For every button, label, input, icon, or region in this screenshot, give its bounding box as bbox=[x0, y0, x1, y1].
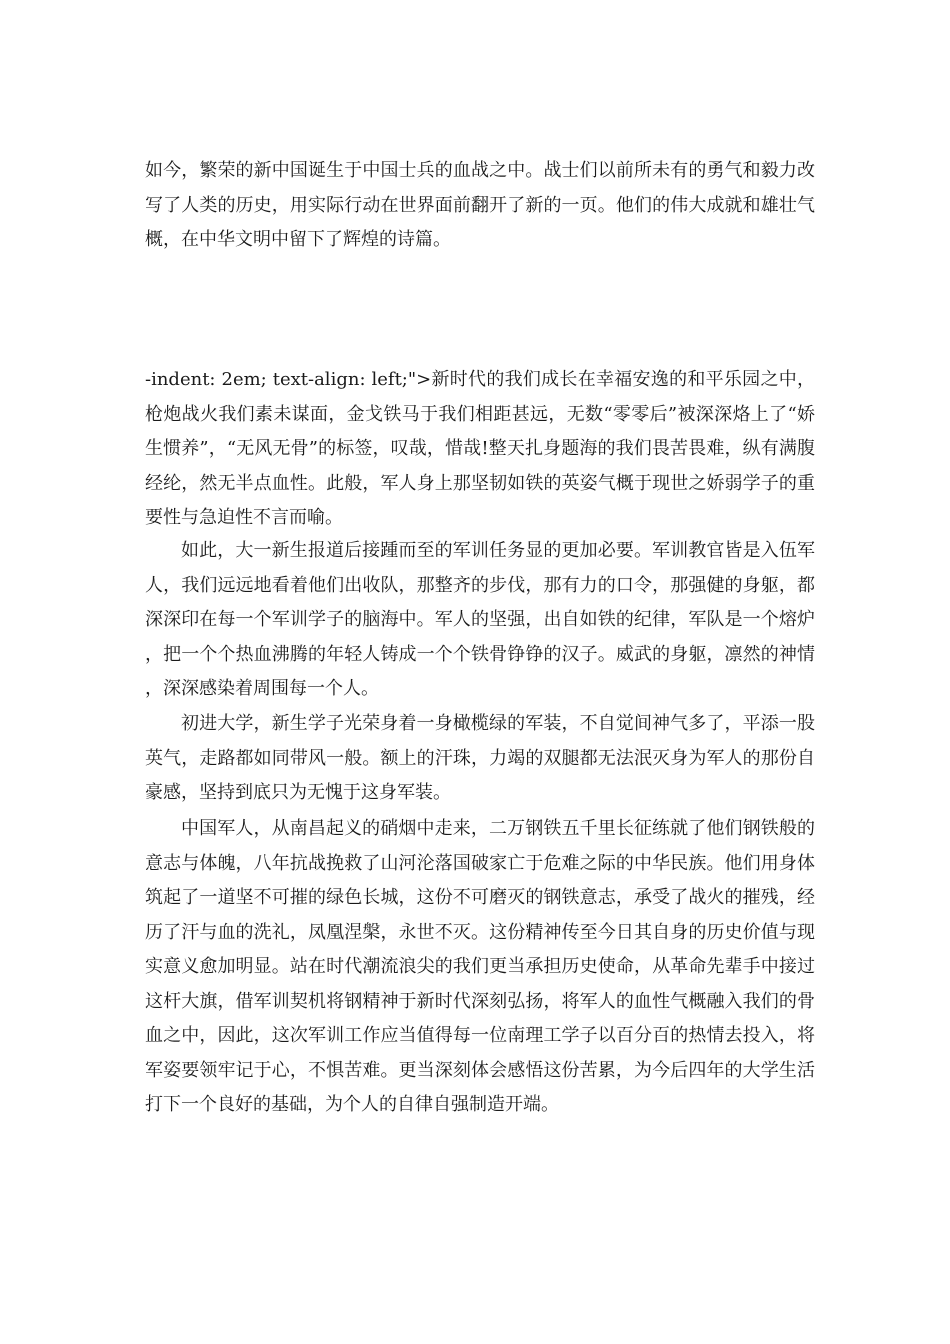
paragraph-2: -indent: 2em; text-align: left;">新时代的我们成长在幸福安逸的和平乐园之中，枪炮战火我们素未谋面，金戈铁马于我们相距甚远，无数“零零后”被深深烙上了“娇生惯养”，“无风无骨”的标签，叹哉，惜哉!整天扎身题海的我们畏苦畏难，纵有满腹经纶，然无半点血性。此般，军人身上那坚韧如铁的英姿气概于现世之娇弱学子的重要性与急迫性不言而喻。 bbox=[145, 369, 815, 528]
paragraph-4: 初进大学，新生学子光荣身着一身橄榄绿的军装，不自觉间神气多了，平添一股英气，走路都如同带风一般。额上的汗珠，力竭的双腿都无法泯灭身为军人的那份自豪感，坚持到底只为无愧于这身军装。 bbox=[145, 713, 815, 803]
paragraph-5: 中国军人，从南昌起义的硝烟中走来，二万钢铁五千里长征练就了他们钢铁般的意志与体魄，八年抗战挽救了山河沦落国破家亡于危难之际的中华民族。他们用身体筑起了一道坚不可摧的绿色长城，这份不可磨灭的钢铁意志，承受了战火的摧残，经历了汗与血的洗礼，凤凰涅槃，永世不灭。这份精神传至今日其自身的历史价值与现实意义愈加明显。站在时代潮流浪尖的我们更当承担历史使命，从革命先辈手中接过这杆大旗，借军训契机将钢精神于新时代深刻弘扬，将军人的血性气概融入我们的骨血之中，因此，这次军训工作应当值得每一位南理工学子以百分百的热情去投入，将军姿要领牢记于心，不惧苦难。更当深刻体会感悟这份苦累，为今后四年的大学生活打下一个良好的基础，为个人的自律自强制造开端。 bbox=[145, 818, 815, 1115]
paragraph-3: 如此，大一新生报道后接踵而至的军训任务显的更加必要。军训教官皆是入伍军人，我们远远地看着他们出收队，那整齐的步伐，那有力的口令，那强健的身躯，都深深印在每一个军训学子的脑海中。军人的坚强，出自如铁的纪律，军队是一个熔炉，把一个个热血沸腾的年轻人铸成一个个铁骨铮铮的汉子。威武的身躯，凛然的神情，深深感染着周围每一个人。 bbox=[145, 540, 815, 699]
paragraph-1: 如今，繁荣的新中国诞生于中国士兵的血战之中。战士们以前所未有的勇气和毅力改写了人类的历史，用实际行动在世界面前翻开了新的一页。他们的伟大成就和雄壮气概，在中华文明中留下了辉煌的诗篇。 bbox=[145, 160, 815, 250]
